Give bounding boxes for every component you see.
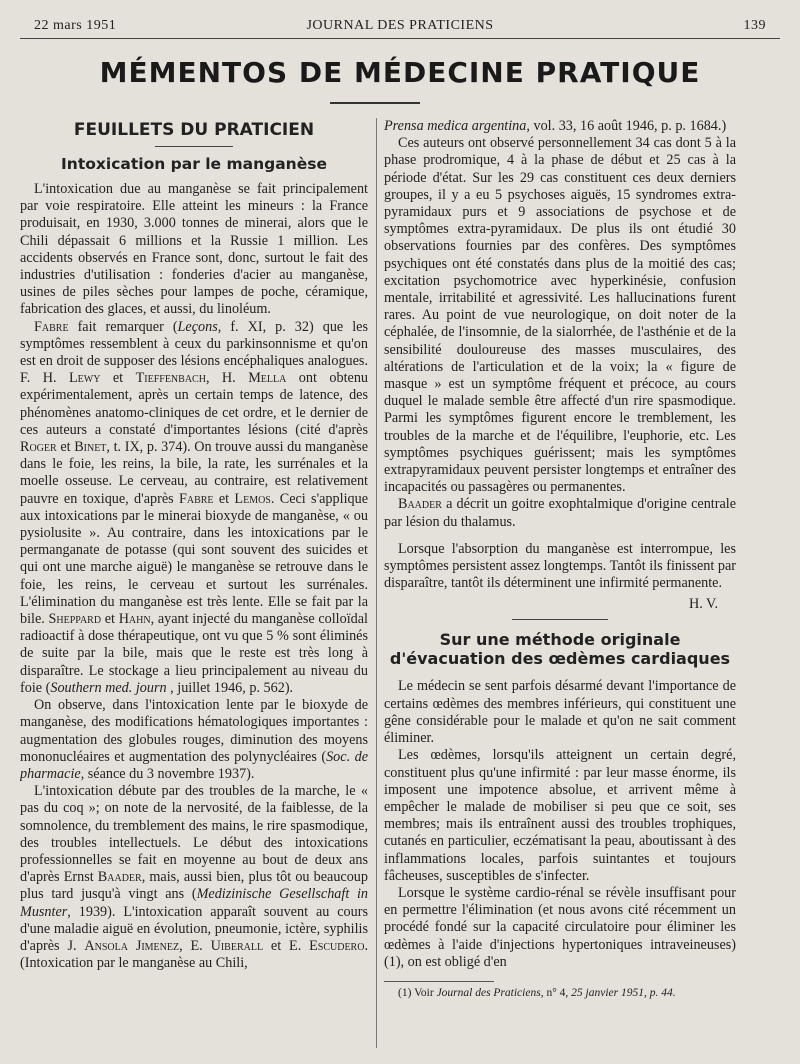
spacer	[384, 531, 736, 541]
text-run: ont obtenu expérimentalement, après un certain temps de latence, des phénomènes anatomo-cliniques de cet ordre, et le dernier de ces auteurs a constaté d'importantes lésions (cité d'après	[20, 370, 368, 438]
paragraph: Lorsque le système cardio-rénal se révèle insuffisant pour en permettre l'élimination (et nous avons cité récemment un procédé fondé sur la capacité circulatoire pour éliminer les œdèmes à l'aide d'injections hypertoniques intraveineuses) (1), on est obligé d'en	[384, 884, 736, 970]
text-run: . Ceci s'applique aux intoxications par le minerai bioxyde de manganèse, « ou pysiolusite ». Au contraire, dans les intoxications par le permanganate de potasse (qui sont souvent des suicides et qui ont une marche aiguë) le manganèse se retrouve dans le foie, les reins, le cerveau et surtout les surrénales. L'élimination du manganèse est très lente. Elle se fait par la bile.	[20, 490, 368, 628]
paragraph	[20, 783, 368, 972]
paragraph: Les œdèmes, lorsqu'ils atteignent un certain degré, constituent plus qu'une infirmité : par leur masse énorme, ils imposent une impotence absolue, et arrivent même à empêcher le malade de mobiliser si peu que ce soit, ses membres; mais ils entraînent aussi des troubles trophiques, cutanés en particulier, eczématisant la peau, aboutissant à des inflammations locales, parfois suintantes et toujours fâcheuses, susceptibles de s'infecter.	[384, 747, 736, 884]
title-rule	[330, 102, 420, 104]
paragraph: L'intoxication due au manganèse se fait principalement par voie respiratoire. Elle atteint les mineurs : la France produisait, en 1930, 3.000 tonnes de minerai, alors que le Chili dépassait 6 millions et la Russie 1 million. Les accidents observés en France sont, donc, surtout le fait des industries d'utilisation : fonderies d'acier au manganèse, usines de piles sèches pour lampes de poche, céramique, fabrication des glaces, et aussi, du linoléum.	[20, 181, 368, 318]
citation: Journal des Praticiens	[436, 986, 541, 999]
author-name: Uiberall	[210, 937, 264, 954]
issue-date: 22 mars 1951	[34, 18, 117, 33]
text-run: , t. IX, p. 374). On trouve aussi du manganèse dans le foie, les reins, la bile, la rate, les surrénales et la moelle osseuse. Le cerveau, au contraire, est relativement pauvre en toxique, d'après	[20, 439, 368, 507]
text-run: L'intoxication débute par des troubles de la marche, le « pas du coq »; on note de la nervosité, de la faiblesse, de la somnolence, du tremblement des mains, le rire spasmodique, des troubles intellectuels. Le début des intoxications professionnelles se fait en moyenne au bout de deux ans d'après Ernst	[20, 783, 368, 886]
running-head	[34, 18, 766, 38]
header-rule	[20, 38, 780, 39]
author-name: Baader	[398, 496, 442, 513]
paragraph: Le médecin se sent parfois désarmé devant l'importance de certains œdèmes des membres inférieurs, qui constituent une gêne considérable pour le malade et qu'on ne sait comment éliminer.	[384, 678, 736, 747]
author-name: Ansola Jimenez	[84, 937, 180, 954]
author-name: Roger	[20, 439, 57, 456]
footnote-rule	[384, 981, 494, 982]
paragraph	[20, 697, 368, 783]
text-run: , mais, aussi bien, plus tôt ou beaucoup plus tard jusqu'à vingt ans (	[20, 869, 368, 903]
author-name: Fabre	[34, 318, 69, 335]
author-name: Hahn	[118, 611, 151, 628]
text-run: . (Intoxication par le manganèse au Chili,	[20, 937, 368, 972]
text-run: , 1939). L'intoxication apparaît souvent au cours d'une maladie aiguë en évolution, pneumonie, ictère, syphilis d'après J.	[20, 903, 368, 954]
author-name: Tieffenbach	[135, 370, 206, 387]
citation: Leçons	[177, 318, 218, 335]
text-run: , juillet 1946, p. 562).	[166, 679, 294, 696]
author-name: Sheppard	[48, 611, 102, 628]
journal-name: JOURNAL DES PRATICIENS	[306, 18, 494, 33]
text-run: (1) Voir	[398, 986, 437, 999]
paragraph: Ces auteurs ont observé personnellement 34 cas dont 5 à la phase prodromique, 4 à la phase de début et 25 cas à la période d'état. Sur les 29 cas constituent ces deux derniers groupes, il y a eu 5 psychoses aiguës, 15 syndromes extra-pyramidaux purs et 9 associations de psychose et de symptômes extra-pyramidaux. De plus ils ont étudié 30 observations fournies par des confères. Des symptômes psychiques ont été constatés dans plus de la moitié des cas; excitation psychomotrice avec hyperkinésie, confusion mentale, irritabilité et agressivité. Les hallucinations furent rares. Au point de vue neurologique, on doit noter de la céphalée, de l'insomnie, de la sialorrhée, de l'asthénie et de la sensibilité douloureuse des masses musculaires, des altérations de l'articulation et de la voix; la « figure de masque » est un symptôme fréquent et précoce, au cours duquel le malade semble être affecté d'un rire spasmodique. Parmi les symptômes figurent encore le tremblement, les troubles de la marche et de l'équilibre, l'euphorie, etc. Les symptômes psychiques guérissent; mais les symptômes extrapyramidaux peuvent persister longtemps et entraîner des incapacités ou passagères ou permanentes.	[384, 135, 736, 496]
author-name: Baader	[97, 869, 142, 886]
text-run: On observe, dans l'intoxication lente par le bioxyde de manganèse, des modifications hématologiques importantes : augmentation des globules rouges, diminution des moyens mononucléaires et augmentation des polynycléaires (	[20, 697, 368, 765]
left-column	[20, 118, 368, 1048]
article-title: Intoxication par le manganèse	[61, 155, 327, 173]
paragraph	[384, 496, 736, 530]
citation: Prensa medica argentina	[384, 118, 527, 134]
text-run: et	[100, 370, 136, 387]
text-run: , vol. 33, 16 août 1946, p. p. 1684.)	[526, 118, 727, 134]
column-divider	[376, 118, 377, 1048]
article-title: Sur une méthode originale d'évacuation des œdèmes cardiaques	[389, 630, 731, 669]
author-name: Fabre	[178, 490, 214, 507]
paragraph	[20, 319, 368, 697]
citation: Southern med. journ	[50, 679, 167, 696]
text-run: et E.	[263, 937, 310, 954]
author-name: Mella	[248, 370, 287, 387]
section-heading: FEUILLETS DU PRATICIEN	[73, 120, 315, 140]
text-run: fait remarquer (	[68, 318, 178, 335]
text-run: , ayant injecté du manganèse colloïdal radioactif à dose thérapeutique, ont vu que 5 % sont éliminés de suite par la bile, mais que le reste est très long à disparaître. Le stockage a lieu principalement au niveau du foie (	[20, 611, 368, 696]
citation: 25 janvier 1951, p. 44.	[571, 986, 676, 999]
text-run: et	[101, 611, 119, 628]
author-name: Binet	[74, 439, 107, 456]
author-name: Lemos	[234, 490, 271, 507]
right-column	[384, 118, 736, 1048]
paragraph: Lorsque l'absorption du manganèse est interrompue, les symptômes persistent assez longtemps. Tantôt ils finissent par disparaître, tantôt ils déterminent une infirmité permanente.	[384, 540, 736, 592]
text-run: , f. XI, p. 32) que les symptômes ressemblent à ceux du parkinsonnisme et qu'on est en droit de supposer des lésions encéphaliques analogues. F. H.	[20, 318, 368, 387]
page-number: 139	[743, 18, 766, 33]
text-run: , n° 4,	[540, 986, 572, 999]
text-run: , séance du 3 novembre 1937).	[80, 765, 255, 782]
text-run: , H.	[205, 370, 249, 387]
author-name: Lewy	[69, 370, 101, 387]
article-separator	[512, 619, 608, 620]
page-title: MÉMENTOS DE MÉDECINE PRATIQUE	[99, 56, 701, 89]
section-rule	[155, 146, 233, 147]
text-run: et	[213, 490, 235, 507]
footnote	[384, 986, 736, 1000]
paragraph	[384, 118, 736, 135]
text-run: et	[56, 439, 75, 456]
citation: Soc. de pharmacie	[20, 748, 368, 782]
text-run: a décrit un goitre exophtalmique d'origine centrale par lésion du thalamus.	[384, 496, 736, 530]
author-signature: H. V.	[688, 596, 718, 613]
citation: Medizinische Gesellschaft in Musnter	[20, 886, 368, 920]
text-run: , E.	[179, 937, 211, 954]
author-name: Escudero	[309, 937, 365, 954]
